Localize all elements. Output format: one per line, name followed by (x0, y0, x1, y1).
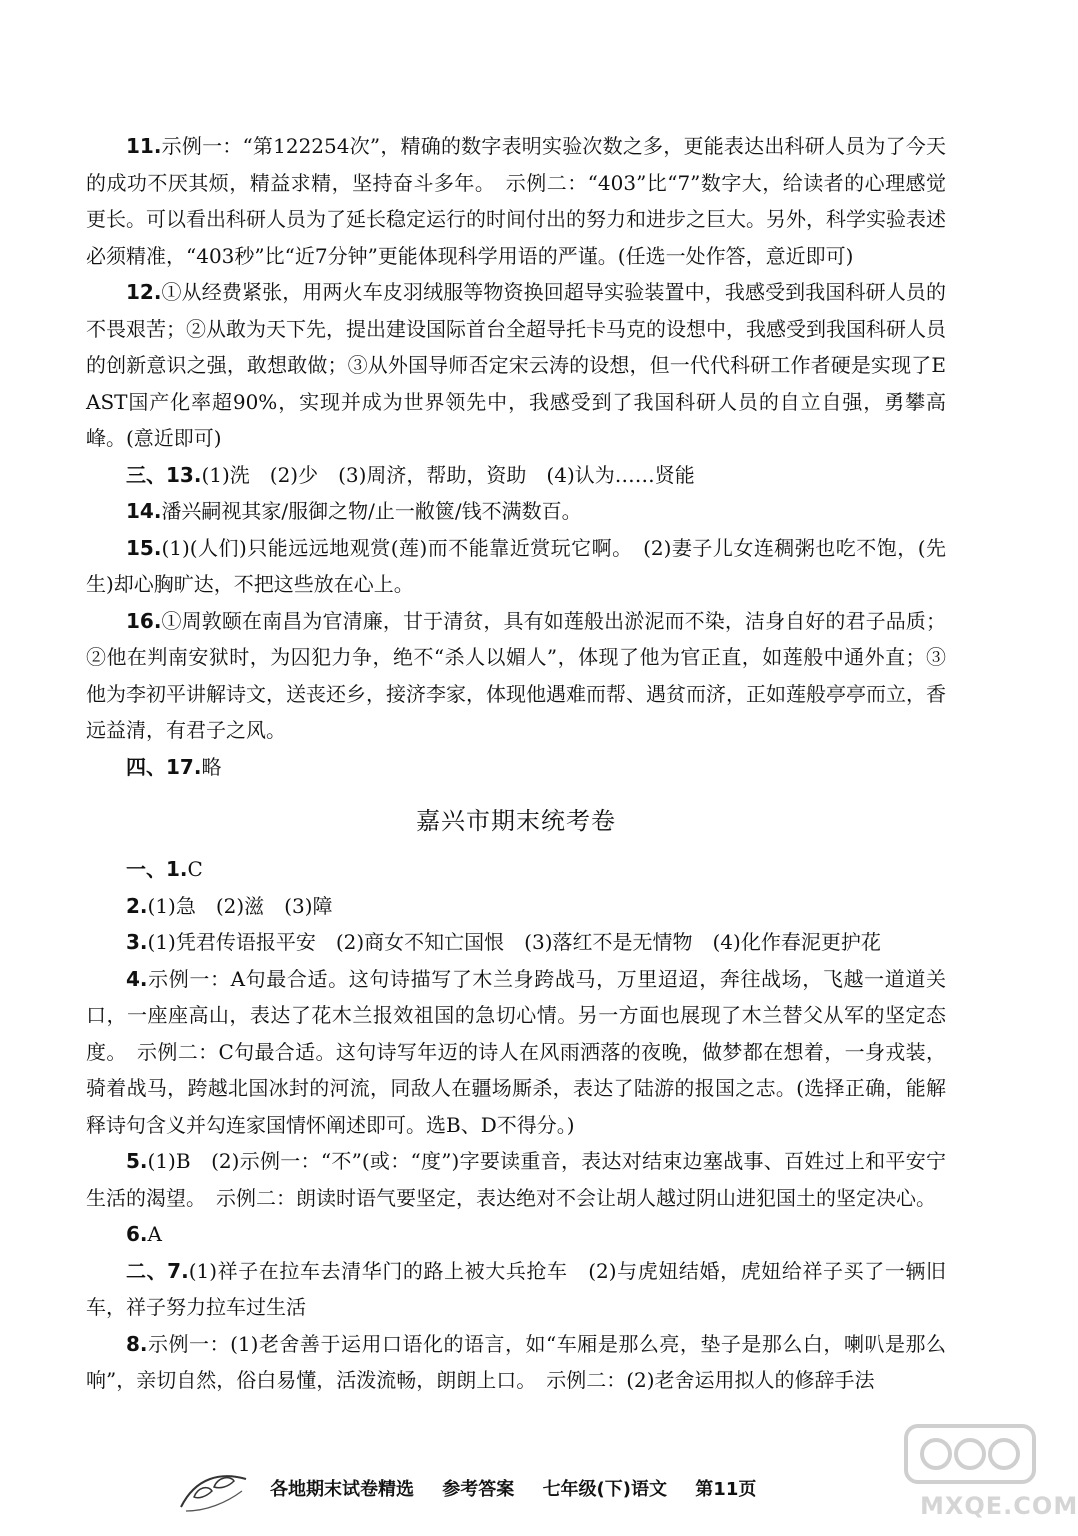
answer-16: 16.①周敦颐在南昌为官清廉，甘于清贫，具有如莲般出淤泥而不染，洁身自好的君子品质；②他在判南安狱时，为囚犯力争，绝不“杀人以媚人”，体现了他为官正直，如莲般中通外直；③他为李初平讲解诗文，送丧还乡，接济李家，体现他遇难而帮、遇贫而济，正如莲般亭亭而立，香远益清，有君子之风。 (86, 608, 946, 742)
answer-13: 三、13.(1)洗 (2)少 (3)周济，帮助，资助 (4)认为……贤能 (126, 462, 695, 487)
answers-part-1 (86, 128, 946, 785)
answer-15: 15.(1)(人们)只能远远地观赏(莲)而不能靠近赏玩它啊。 (2)妻子儿女连稠粥也吃不饱，(先生)却心胸旷达，不把这些放在心上。 (86, 535, 946, 596)
answer-3: 3.(1)凭君传语报平安 (2)商女不知亡国恨 (3)落红不是无情物 (4)化作春泥更护花 (126, 930, 881, 954)
answer-17: 四、17.略 (126, 754, 222, 779)
answer-11: 11.示例一：“第122254次”，精确的数字表明实验次数之多，更能表达出科研人员为了今天的成功不厌其烦，精益求精，坚持奋斗多年。 示例二：“403”比“7”数字大，给读者的心理感觉更长。可以看出科研人员为了延长稳定运行的时间付出的努力和进步之巨大。另外，科学实验表述必须精准，“403秒”比“近7分钟”更能体现科学用语的严谨。(任选一处作答，意近即可) (86, 134, 946, 268)
answer-4: 4.示例一：A句最合适。这句诗描写了木兰身跨战马，万里迢迢，奔往战场，飞越一道道关口，一座座高山，表达了花木兰报效祖国的急切心情。另一方面也展现了木兰替父从军的坚定态度。 示例二：C句最合适。这句诗写年迈的诗人在风雨洒落的夜晚，做梦都在想着，一身戎装，骑着战马，跨越北国冰封的河流，同敌人在疆场厮杀，表达了陆游的报国之志。(选择正确，能解释诗句含义并勾连家国情怀阐述即可。选B、D不得分。) (86, 966, 946, 1137)
footer-book-title: 各地期末试卷精选 (270, 1479, 414, 1500)
watermark-text: MXQE.COM (920, 1492, 1078, 1520)
footer-section: 参考答案 (442, 1479, 515, 1500)
footer-grade: 七年级(下)语文 (542, 1479, 668, 1500)
footer-page-number: 第11页 (695, 1479, 757, 1500)
answer-12: 12.①从经费紧张，用两火车皮羽绒服等物资换回超导实验装置中，我感受到我国科研人员的不畏艰苦；②从敢为天下先，提出建设国际首台全超导托卡马克的设想中，我感受到我国科研人员的创新意识之强，敢想敢做；③从外国导师否定宋云涛的设想，但一代代科研工作者硬是实现了EAST国产化率超90%，实现并成为世界领先中，我感受到了我国科研人员的自立自强，勇攀高峰。(意近即可) (86, 280, 946, 450)
answer-1: 一、1.C (126, 857, 203, 881)
answer-page (86, 128, 946, 1399)
answer-2: 2.(1)急 (2)滋 (3)障 (126, 893, 333, 918)
answer-5: 5.(1)B (2)示例一：“不”(或：“度”)字要读重音，表达对结束边塞战事、百姓过上和平安宁生活的渴望。 示例二：朗读时语气要坚定，表达绝对不会让胡人越过阴山进犯国土的坚定决心。 (86, 1149, 946, 1210)
leaf-ornament-icon (176, 1467, 256, 1517)
watermark (900, 1418, 1078, 1528)
footer-text (270, 1475, 778, 1501)
answer-6: 6.A (126, 1222, 162, 1246)
watermark-logo-icon (900, 1418, 1040, 1488)
answer-14: 14.潘兴嗣视其家/服御之物/止一敝篋/钱不满数百。 (126, 499, 582, 523)
answer-8: 8.示例一：(1)老舍善于运用口语化的语言，如“车厢是那么亮，垫子是那么白，喇叭是那么响”，亲切自然，俗白易懂，活泼流畅，朗朗上口。 示例二：(2)老舍运用拟人的修辞手法 (86, 1331, 946, 1392)
section-title: 嘉兴市期末统考卷 (416, 807, 616, 835)
answers-part-2 (86, 851, 946, 1399)
answer-7: 二、7.(1)祥子在拉车去清华门的路上被大兵抢车 (2)与虎妞结婚，虎妞给祥子买了一辆旧车，祥子努力拉车过生活 (86, 1258, 946, 1319)
